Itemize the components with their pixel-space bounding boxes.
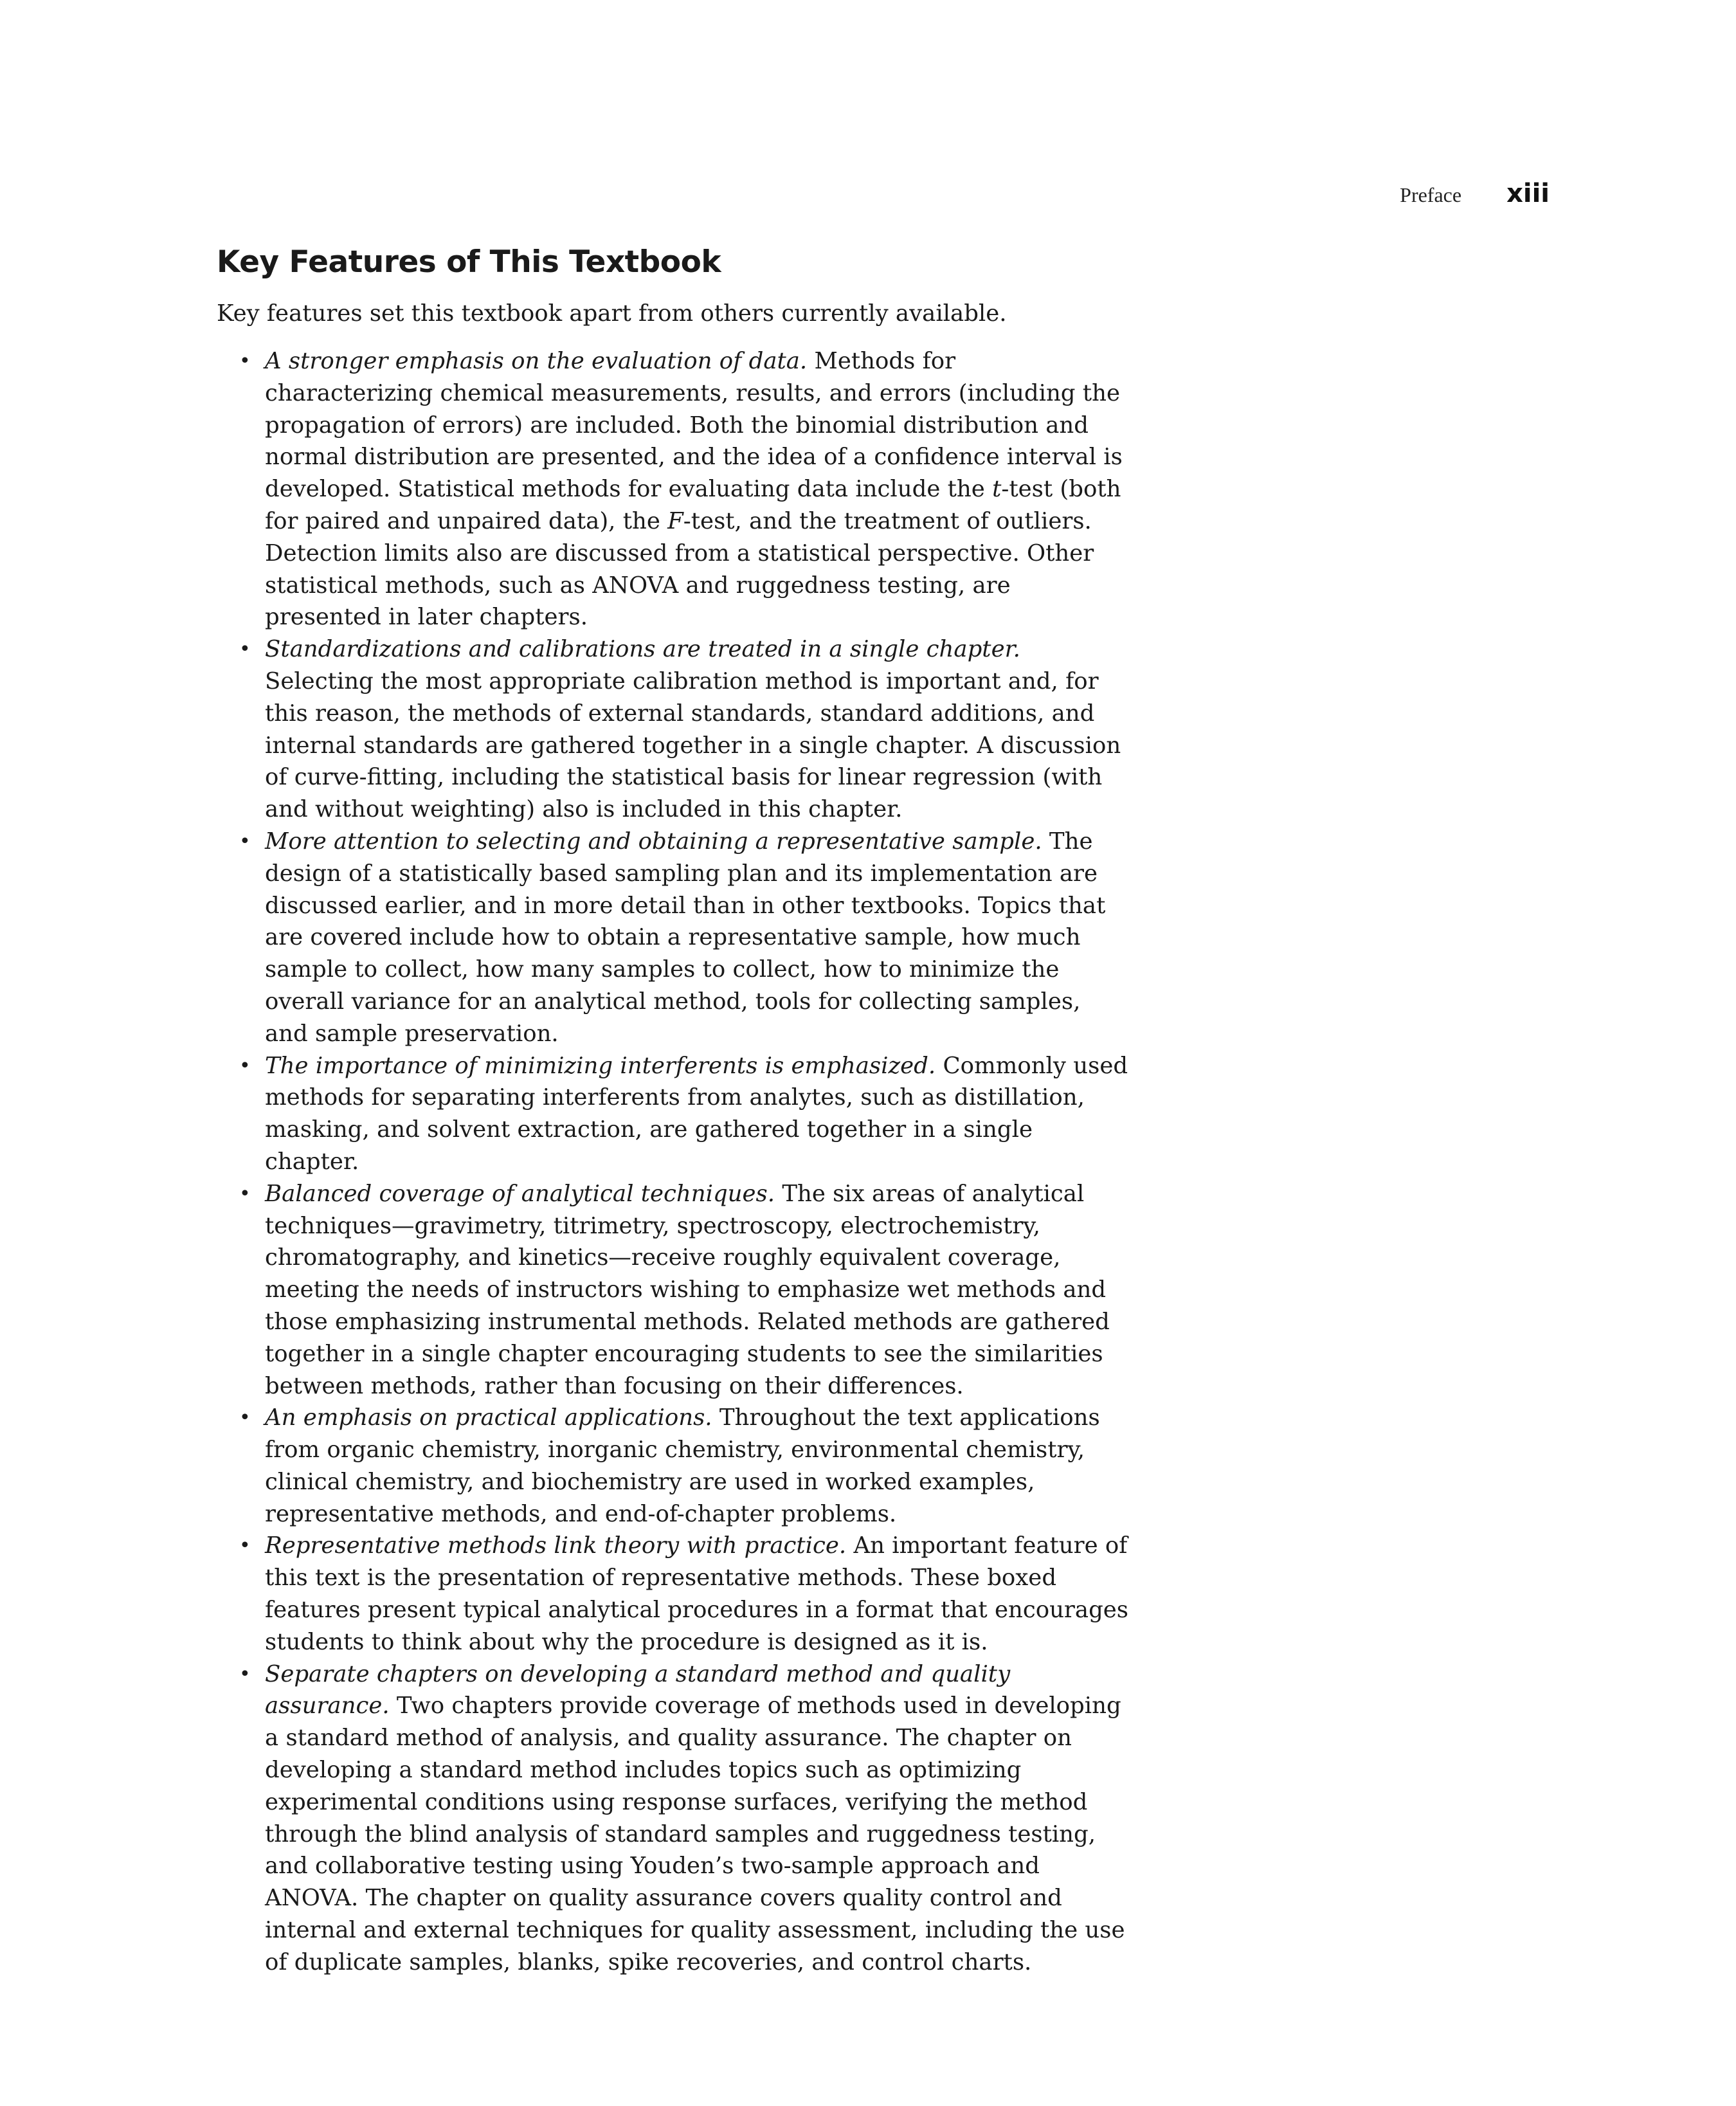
feature-item xyxy=(239,1178,1130,1402)
feature-item xyxy=(239,633,1130,826)
feature-lead: More attention to selecting and obtaining a representative sample. xyxy=(265,828,1042,855)
feature-lead: The importance of minimizing interferents is emphasized. xyxy=(265,1052,936,1079)
feature-list xyxy=(217,345,1130,1979)
feature-body: Throughout the text applications from organic chemistry, inorganic chemistry, environmental chemistry, clinical chemistry, and biochemistry are used in worked examples, representative methods, and end-of-chapter problems. xyxy=(265,1404,1100,1527)
feature-item xyxy=(239,1402,1130,1530)
f-symbol: F xyxy=(667,507,683,534)
page-number: xiii xyxy=(1506,179,1550,208)
bullet-icon: • xyxy=(239,1534,251,1557)
feature-lead: Separate chapters on developing a standard method and quality assurance. xyxy=(265,1660,1011,1720)
feature-body: Selecting the most appropriate calibration method is important and, for this reason, the methods of external standards, standard additions, and internal standards are gathered together in a single chapter. A discussion of curve-fitting, including the statistical basis for linear regression (with and without weighting) also is included in this chapter. xyxy=(265,667,1121,823)
section-heading: Key Features of This Textbook xyxy=(217,244,721,280)
feature-body: -test (both for paired and unpaired data), the xyxy=(265,476,1121,534)
bullet-icon: • xyxy=(239,830,251,853)
bullet-icon: • xyxy=(239,350,251,372)
feature-item xyxy=(239,345,1130,633)
feature-body: -test, and the treatment of outliers. Detection limits also are discussed from a statistical perspective. Other statistical methods, such as ANOVA and ruggedness testing, are presented in later chapters. xyxy=(265,507,1094,631)
section-label: Preface xyxy=(1400,183,1462,206)
feature-body: The design of a statistically based sampling plan and its implementation are discussed earlier, and in more detail than in other textbooks. Topics that are covered include how to obtain a representative sample, how much sample to collect, how many samples to collect, how to minimize the overall variance for an analytical method, tools for collecting samples, and sample preservation. xyxy=(265,828,1106,1047)
main-content xyxy=(217,244,1130,1979)
running-head xyxy=(1400,179,1550,208)
feature-lead: A stronger emphasis on the evaluation of data. xyxy=(265,348,808,374)
feature-body: Two chapters provide coverage of methods used in developing a standard method of analysis, and quality assurance. The chapter on developing a standard method includes topics such as optimizing experimental conditions using response surfaces, verifying the method through the blind analysis of standard samples and ruggedness testing, and collaborative testing using Youden’s two-sample approach and ANOVA. The chapter on quality assurance covers quality control and internal and external techniques for quality assessment, including the use of duplicate samples, blanks, spike recoveries, and control charts. xyxy=(265,1693,1125,1975)
t-symbol: t xyxy=(992,476,1002,503)
bullet-icon: • xyxy=(239,1406,251,1430)
feature-item xyxy=(239,1050,1130,1178)
feature-item xyxy=(239,826,1130,1050)
feature-lead: Balanced coverage of analytical techniques. xyxy=(265,1180,775,1207)
feature-item xyxy=(239,1658,1130,1979)
bullet-icon: • xyxy=(239,638,251,661)
feature-body: Methods for characterizing chemical measurements, results, and errors (including the propagation of errors) are included. Both the binomial distribution and normal distribution are presented, and the idea of a confidence interval is developed. Statistical methods for evaluating data include the xyxy=(265,348,1123,503)
feature-item xyxy=(239,1530,1130,1658)
feature-body: Commonly used methods for separating interferents from analytes, such as distillation, masking, and solvent extraction, are gathered together in a single chapter. xyxy=(265,1052,1128,1175)
bullet-icon: • xyxy=(239,1662,251,1685)
feature-lead: Standardizations and calibrations are treated in a single chapter. xyxy=(265,636,1020,663)
feature-lead: Representative methods link theory with practice. xyxy=(265,1532,847,1559)
bullet-icon: • xyxy=(239,1182,251,1205)
feature-body: The six areas of analytical techniques—gravimetry, titrimetry, spectroscopy, electrochemistry, chromatography, and kinetics—receive roughly equivalent coverage, meeting the needs of instructors wishing to emphasize wet methods and those emphasizing instrumental methods. Related methods are gathered together in a single chapter encouraging students to see the similarities between methods, rather than focusing on their differences. xyxy=(265,1180,1110,1399)
feature-body: An important feature of this text is the presentation of representative methods. These boxed features present typical analytical procedures in a format that encourages students to think about why the procedure is designed as it is. xyxy=(265,1532,1129,1655)
feature-lead: An emphasis on practical applications. xyxy=(265,1404,712,1431)
bullet-icon: • xyxy=(239,1054,251,1077)
intro-paragraph: Key features set this textbook apart from others currently available. xyxy=(217,300,1007,327)
